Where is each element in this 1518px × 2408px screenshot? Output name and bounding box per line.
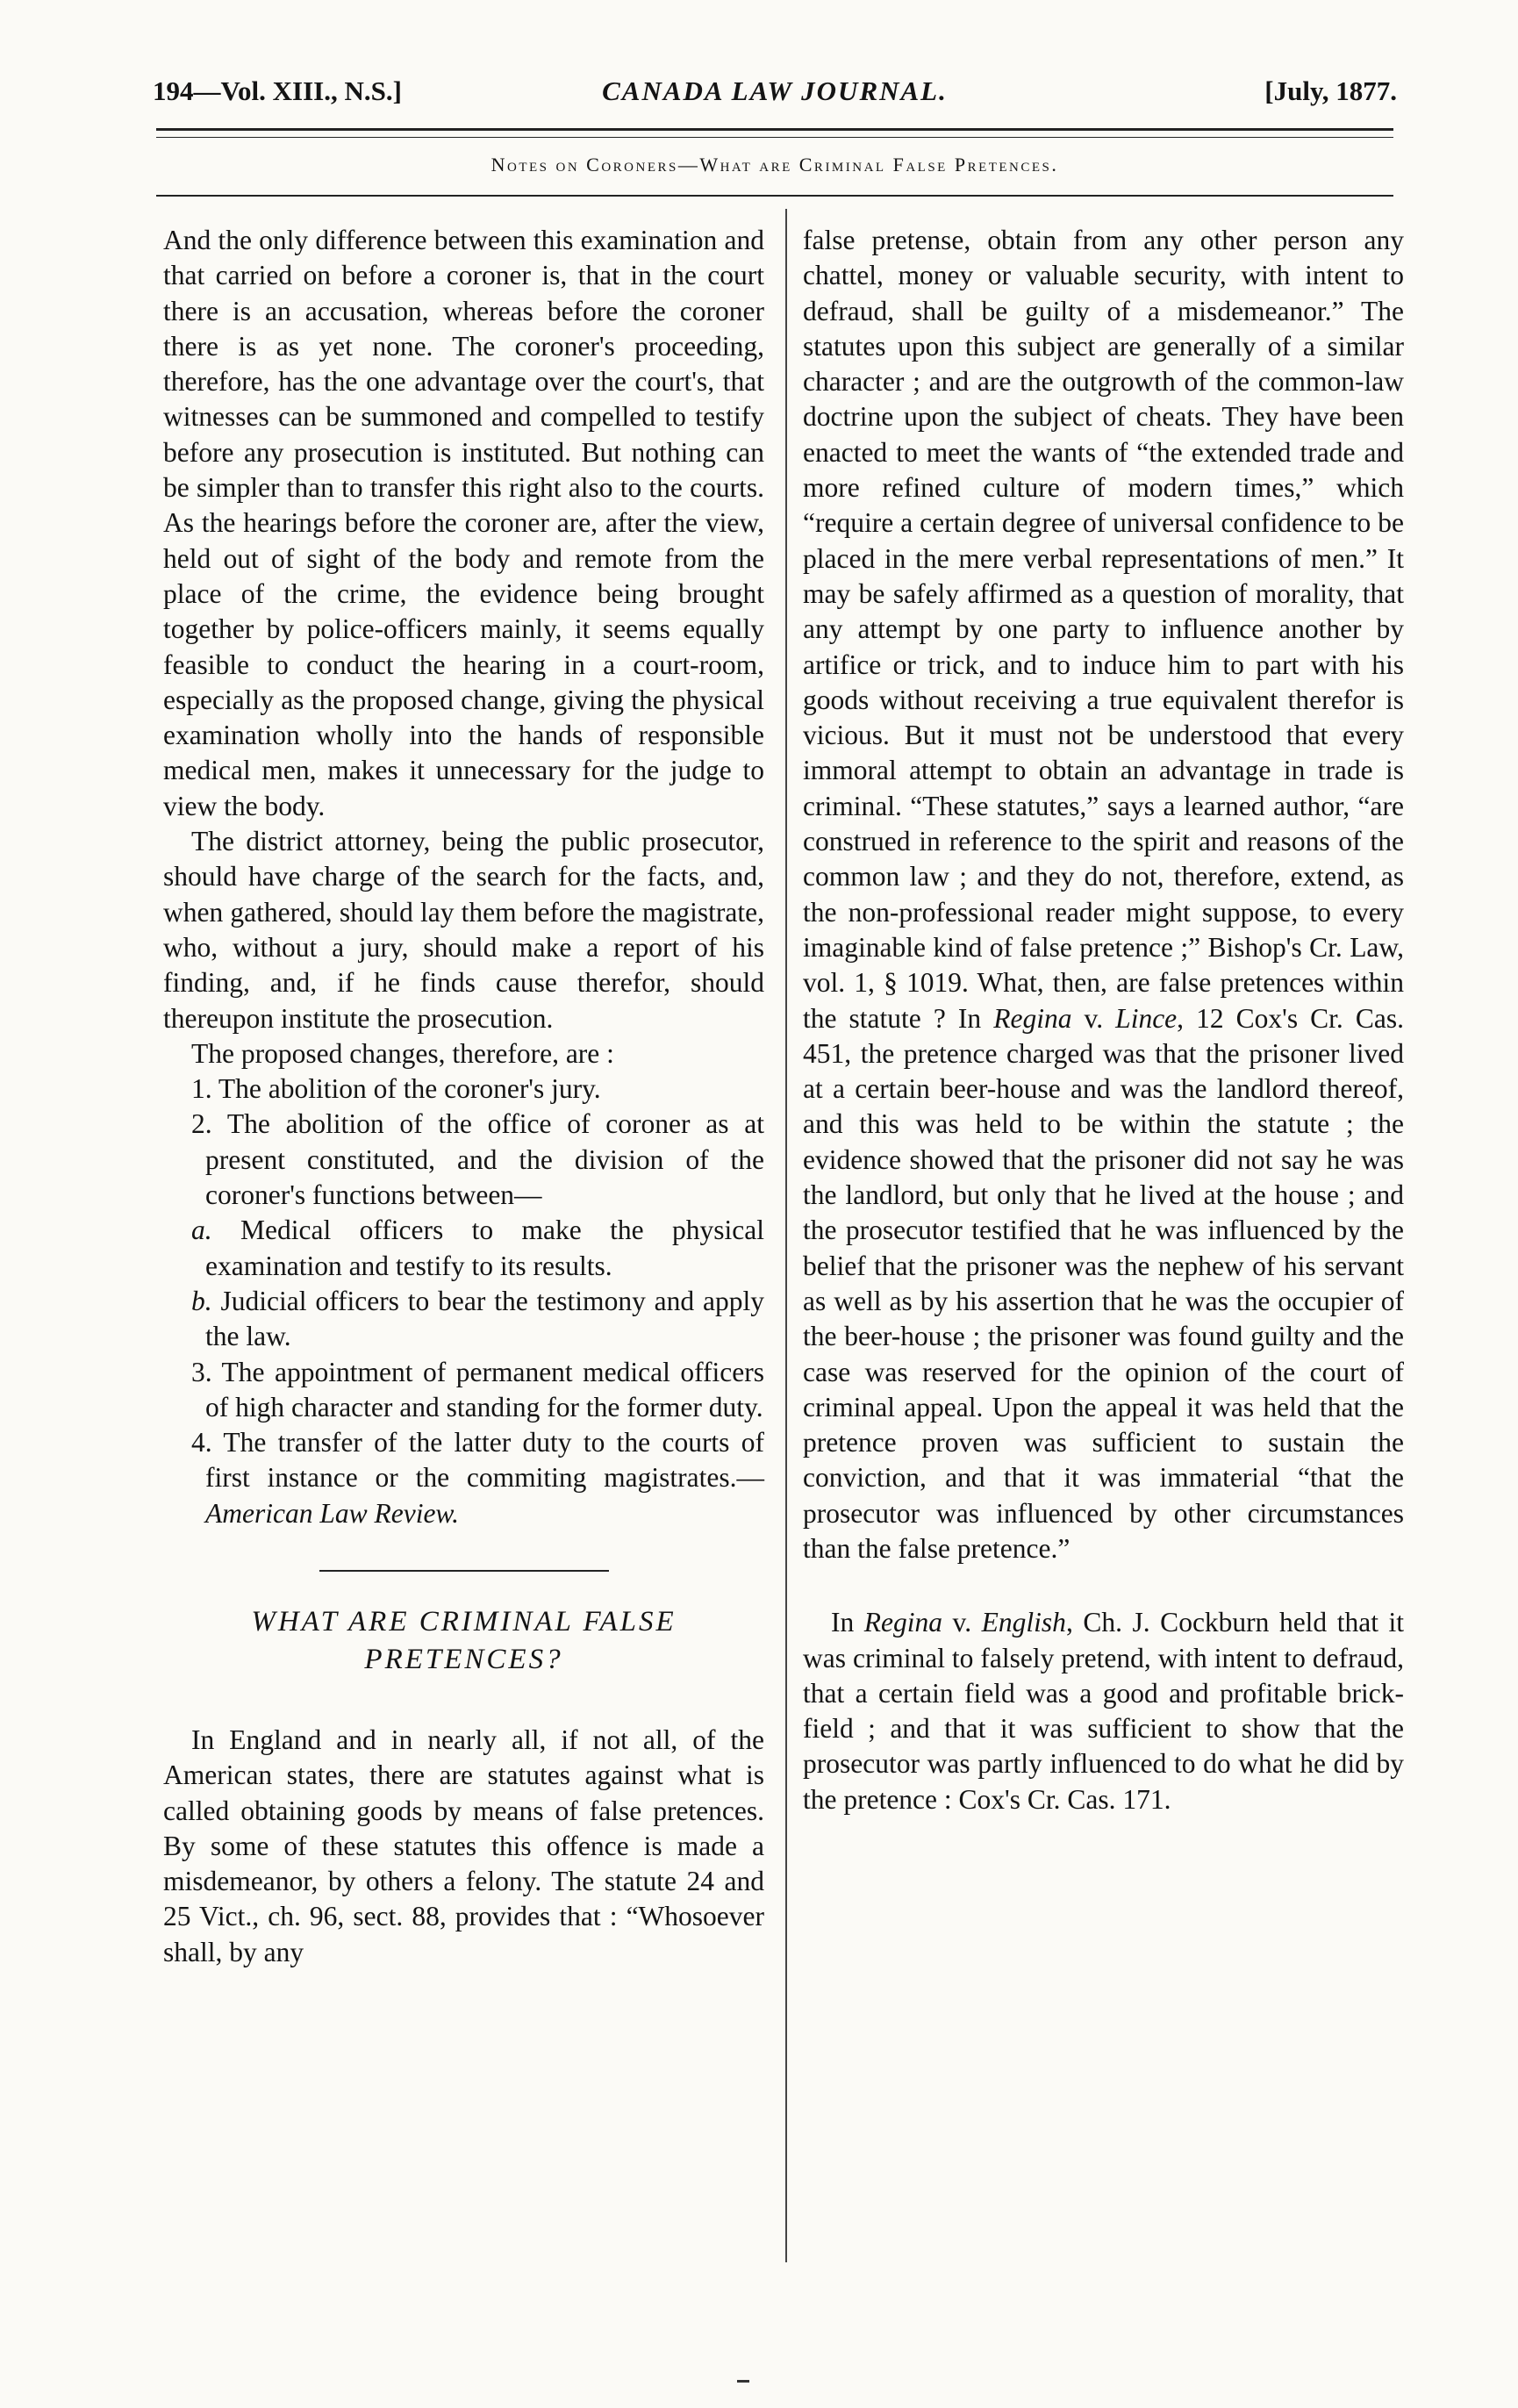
case-name: English xyxy=(981,1607,1066,1638)
page-volume: 194—Vol. XIII., N.S.] xyxy=(153,75,402,106)
section-rule xyxy=(156,195,1393,197)
list-item xyxy=(163,1425,764,1531)
paragraph: And the only difference between this examination and that carried on before a coroner is, that in the court there is an accusation, whereas before the coroner there is as yet none. The coroner's proceeding, therefore, has the one advantage over the court's, that witnesses can be summoned and compelled to testify before any prosecution is instituted. But nothing can be simpler than to transfer this right also to the courts. As the hearings before the coroner are, after the view, held out of sight of the body and remote from the place of the crime, the evidence being brought together by police-officers mainly, it seems equally feasible to conduct the hearing in a court-room, especially as the proposed change, giving the physical examination wholly into the hands of responsible medical men, makes it unnecessary for the judge to view the body. xyxy=(163,225,764,821)
paragraph-text: , Ch. J. Cockburn held that it was criminal to falsely pretend, with intent to defraud, that a certain field was a good and profitable brick-field ; and that it was sufficient to show that the prosecutor was partly influenced to do what he did by the pretence : Cox's Cr. Cas. 171. xyxy=(803,1607,1404,1815)
case-name: Regina xyxy=(993,1002,1072,1034)
article-title xyxy=(163,1603,764,1679)
left-column xyxy=(163,223,764,1970)
journal-title: CANADA LAW JOURNAL. xyxy=(602,75,948,106)
source-citation: American Law Review. xyxy=(205,1497,459,1529)
paragraph xyxy=(803,1605,1404,1817)
case-name: Regina xyxy=(863,1607,943,1638)
case-name: Lince xyxy=(1115,1002,1178,1034)
list-subitem-text: Judicial officers to bear the testimony and apply the law. xyxy=(205,1285,764,1352)
list-subitem-text: Medical officers to make the physical examination and testify to its results. xyxy=(205,1215,764,1281)
list-subitem xyxy=(163,1213,764,1284)
paragraph: The proposed changes, therefore, are : xyxy=(191,1037,614,1069)
issue-date: [July, 1877. xyxy=(1264,75,1397,106)
paragraph xyxy=(803,223,1404,1566)
paragraph: In England and in nearly all, if not all, of the American states, there are statutes against what is called obtaining goods by means of false pretences. By some of these statutes this offence is made a misdemeanor, by others a felony. The statute 24 and 25 Vict., ch. 96, sect. 88, provides that : “Whosoever shall, by any xyxy=(163,1724,764,1967)
list-subitem xyxy=(163,1284,764,1355)
header-rule-thin xyxy=(156,137,1393,138)
header-rule-thick xyxy=(156,128,1393,131)
case-versus: v. xyxy=(1071,1002,1116,1034)
paragraph-text: false pretense, obtain from any other person any chattel, money or valuable security, with intent to defraud, shall be guilty of a misdemeanor.” The statutes upon this subject are generally of a similar character ; and are the outgrowth of the common-law doctrine upon the subject of cheats. They have been enacted to meet the wants of “the extended trade and more refined culture of modern times,” which “require a certain degree of universal confidence to be placed in the mere verbal representations of men.” It may be safely affirmed as a question of morality, that any attempt by one party to influence another by artifice or trick, and to induce him to part with his goods without receiving a true equivalent therefor is vicious. But it must not be understood that every immoral attempt to obtain an advantage in trade is criminal. “These statutes,” says a learned author, “are construed in reference to the spirit and reasons of the common law ; and they do not, therefore, extend, as the non-professional reader might suppose, to every imaginable kind of false pretence ;” Bishop's Cr. Law, vol. 1, § 1019. What, then, are false pretences within the statute ? In xyxy=(803,225,1404,1034)
list-letter: b. xyxy=(191,1285,212,1316)
list-item: 1. The abolition of the coroner's jury. xyxy=(191,1073,601,1105)
paragraph: The district attorney, being the public prosecutor, should have charge of the search for the facts, and, when gathered, should lay them before the magistrate, who, without a jury, should make a report of his finding, and, if he finds cause therefor, should thereupon institute the prosecution. xyxy=(163,826,764,1034)
list-letter: a. xyxy=(191,1215,212,1246)
paragraph-text: In xyxy=(831,1607,864,1638)
page-mark xyxy=(737,2380,749,2383)
list-item: 3. The appointment of permanent medical officers of high character and standing for the former duty. xyxy=(191,1356,764,1423)
section-head: Notes on Coroners—What are Criminal False Pretences. xyxy=(490,154,1059,176)
running-head xyxy=(147,75,1402,111)
paragraph-text: , 12 Cox's Cr. Cas. 451, the pretence charged was that the prisoner lived at a certain beer-house and was the landlord thereof, and this was held to be within the statute ; the evidence showed that the prisoner did not say he was the landlord, but only that he lived at the house ; and the prosecutor testified that he was influenced by the belief that the prisoner was the nephew of his servant as well as by his assertion that he was the occupier of the beer-house ; the prisoner was found guilty and the case was reserved for the opinion of the court of criminal appeal. Upon the appeal it was held that the pretence proven was sufficient to sustain the conviction, and that it was immaterial “that the prosecutor was influenced by other circumstances than the false pretence.” xyxy=(803,1002,1405,1564)
paragraph-gap xyxy=(803,1566,1404,1605)
article-title-line: PRETENCES? xyxy=(364,1643,563,1675)
case-versus: v. xyxy=(942,1607,982,1638)
list-item: 2. The abolition of the office of coroner as at present constituted, and the division of the coroner's functions between— xyxy=(191,1108,764,1211)
article-divider xyxy=(319,1570,609,1572)
article-title-line: WHAT ARE CRIMINAL FALSE xyxy=(251,1605,677,1638)
list-item-text: 4. The transfer of the latter duty to the courts of first instance or the commiting magistrates.— xyxy=(191,1427,764,1494)
right-column xyxy=(803,223,1404,1817)
column-divider xyxy=(785,209,787,2262)
